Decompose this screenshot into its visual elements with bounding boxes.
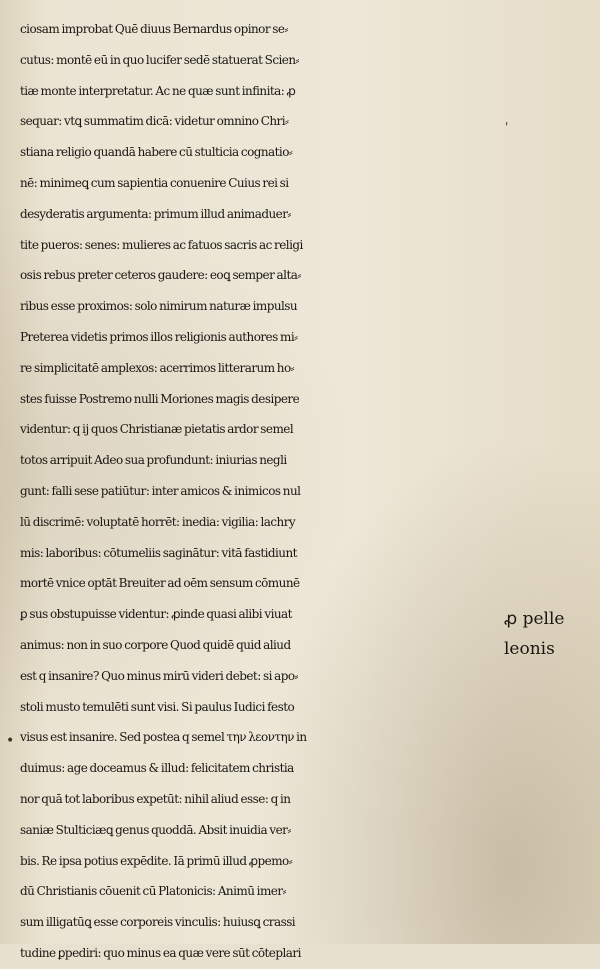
text-line: est q insanire? Quo minus mirū videri debet: si apo⸗	[20, 668, 298, 683]
text-line: nē: minimeꝗ cum sapientia conuenire Cuius rei si	[20, 175, 289, 190]
text-line: Preterea videtis primos illos religionis authores mi⸗	[20, 329, 298, 344]
printed-text-block	[20, 14, 500, 969]
text-line: dū Christianis cōuenit cū Platonicis: Animū imer⸗	[20, 884, 286, 899]
marginal-note-line: leonis	[504, 639, 555, 659]
text-line: animus: non in suo corpore Quod quidē quid aliud	[20, 637, 291, 652]
marginal-note	[504, 604, 596, 664]
text-line: stoli musto temulēti sunt visi. Si paulus Iudici festo	[20, 699, 295, 714]
text-line: sum illigatūꝗ esse corporeis vinculis: huiusꝗ crassi	[20, 915, 296, 930]
text-line: tite pueros: senes: mulieres ac fatuos sacris ac religi	[20, 237, 303, 252]
text-line: totos arripuit Adeo sua profundunt: iniurias negli	[20, 453, 287, 468]
text-line: sequar: vtꝗ summatim dicā: videtur omnino Chri⸗	[20, 114, 289, 129]
text-line: cutus: montē eū in quo lucifer sedē statuerat Scien⸗	[20, 52, 299, 67]
margin-tick-mark: '	[505, 120, 509, 134]
margin-dot-mark: •	[6, 733, 15, 749]
text-line: lū discrimē: voluptatē horrēt: inedia: vigilia: lachry	[20, 514, 296, 529]
text-line: ciosam improbat Quē diuus Bernardus opinor se⸗	[20, 22, 288, 36]
text-line: videntur: q ij quos Christianæ pietatis ardor semel	[20, 422, 294, 437]
text-line: tudine ꝑpediri: quo minus ea quæ vere sūt cōteplari	[20, 945, 301, 960]
text-line: tiæ monte interpretatur. Ac ne quæ sunt infinita: ꝓ	[20, 83, 296, 98]
text-line: duimus: age doceamus & illud: felicitatem christia	[20, 761, 294, 776]
text-line: stes fuisse Postremo nulli Moriones magis desipere	[20, 391, 300, 406]
marginal-note-line: ꝓ pelle	[504, 609, 565, 629]
text-line: osis rebus preter ceteros gaudere: eoꝗ semper alta⸗	[20, 268, 301, 283]
text-line: nor quā tot laboribus expetūt: nihil aliud esse: q in	[20, 791, 291, 806]
text-line: desyderatis argumenta: primum illud animaduer⸗	[20, 206, 291, 221]
text-line: saniæ Stulticiæꝗ genus quoddā. Absit inuidia ver⸗	[20, 822, 291, 837]
text-line: visus est insanire. Sed postea q semel την λεοντην in	[20, 730, 307, 745]
text-line: mortē vnice optāt Breuiter ad oēm sensum cōmunē	[20, 576, 300, 591]
text-line: bis. Re ipsa potius expēdite. Iā primū illud ꝓpemo⸗	[20, 853, 293, 868]
text-line: ꝑ sus obstupuisse videntur: ꝓinde quasi alibi viuat	[20, 607, 292, 622]
text-line: re simplicitatē amplexos: acerrimos litterarum ho⸗	[20, 360, 295, 375]
text-line: ribus esse proximos: solo nimirum naturæ impulsu	[20, 299, 298, 314]
text-line: stiana religio quandā habere cū stulticia cognatio⸗	[20, 145, 293, 160]
text-line: mis: laboribus: cōtumeliis saginātur: vitā fastidiunt	[20, 545, 297, 560]
text-line: gunt: falli sese patiūtur: inter amicos & inimicos nul	[20, 483, 301, 498]
